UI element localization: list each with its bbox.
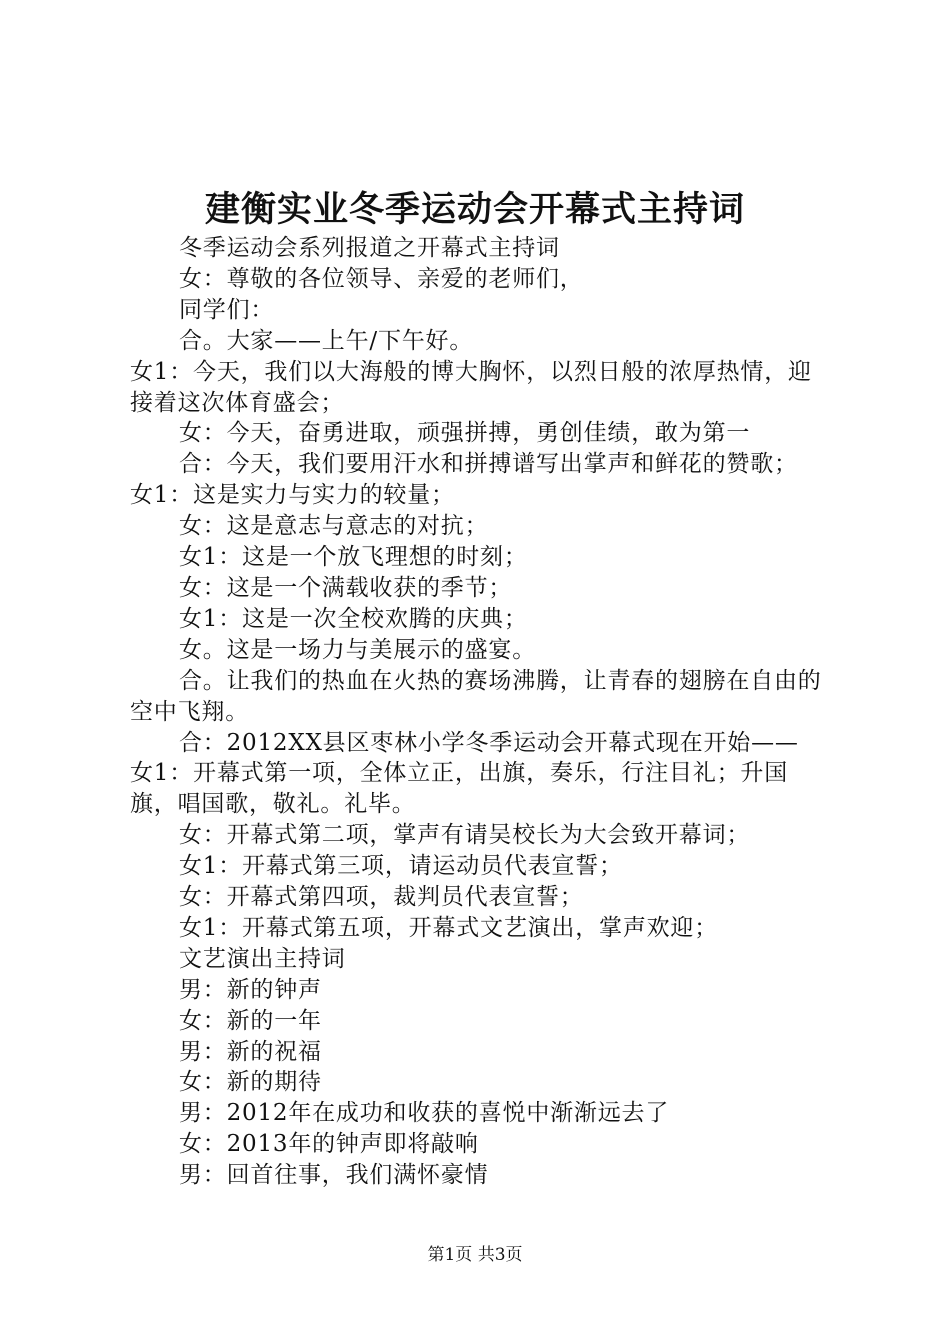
page-indicator: 第1页 共3页 [427, 1245, 523, 1265]
paragraph: 女：新的期待 [179, 1069, 322, 1096]
paragraph: 合。大家——上午/下午好。 [179, 327, 474, 354]
paragraph: 女1：开幕式第三项，请运动员代表宣誓； [179, 853, 623, 880]
paragraph: 女1：这是一个放飞理想的时刻； [179, 544, 528, 571]
paragraph: 女1：这是实力与实力的较量； [130, 482, 455, 509]
paragraph: 女：这是一个满载收获的季节； [179, 574, 513, 601]
paragraph: 同学们： [179, 296, 275, 323]
paragraph: 女1：今天，我们以大海般的博大胸怀，以烈日般的浓厚热情，迎接着这次体育盛会； [130, 358, 812, 416]
paragraph: 女：这是意志与意志的对抗； [179, 513, 489, 540]
paragraph: 女1：这是一次全校欢腾的庆典； [179, 605, 528, 632]
paragraph: 女：新的一年 [179, 1007, 322, 1034]
paragraph: 女：开幕式第二项，掌声有请吴校长为大会致开幕词； [179, 822, 751, 849]
paragraph: 女：开幕式第四项，裁判员代表宣誓； [179, 884, 584, 911]
paragraph: 女1：开幕式第五项，开幕式文艺演出，掌声欢迎； [179, 914, 719, 941]
paragraph: 合。让我们的热血在火热的赛场沸腾，让青春的翅膀在自由的空中飞翔。 [130, 667, 822, 725]
paragraph: 女：2013年的钟声即将敲响 [179, 1131, 479, 1158]
paragraph: 文艺演出主持词 [179, 945, 346, 972]
paragraph: 女：尊敬的各位领导、亲爱的老师们， [179, 265, 584, 292]
paragraph: 合：今天，我们要用汗水和拼搏谱写出掌声和鲜花的赞歌； [179, 451, 798, 478]
paragraph: 女1：开幕式第一项，全体立正，出旗，奏乐，行注目礼；升国旗，唱国歌，敬礼。礼毕。 [130, 760, 789, 818]
document-body [130, 233, 835, 1191]
paragraph: 合：2012XX县区枣林小学冬季运动会开幕式现在开始—— [179, 729, 799, 756]
paragraph: 男：新的祝福 [179, 1038, 322, 1065]
paragraph: 男：新的钟声 [179, 976, 322, 1003]
paragraph: 女：今天，奋勇进取，顽强拼搏，勇创佳绩，敢为第一 [179, 420, 751, 447]
paragraph: 男：回首往事，我们满怀豪情 [179, 1162, 489, 1189]
paragraph: 女。这是一场力与美展示的盛宴。 [179, 636, 536, 663]
document-title: 建衡实业冬季运动会开幕式主持词 [204, 189, 745, 230]
paragraph: 冬季运动会系列报道之开幕式主持词 [179, 235, 560, 261]
paragraph: 男：2012年在成功和收获的喜悦中渐渐远去了 [179, 1100, 670, 1127]
